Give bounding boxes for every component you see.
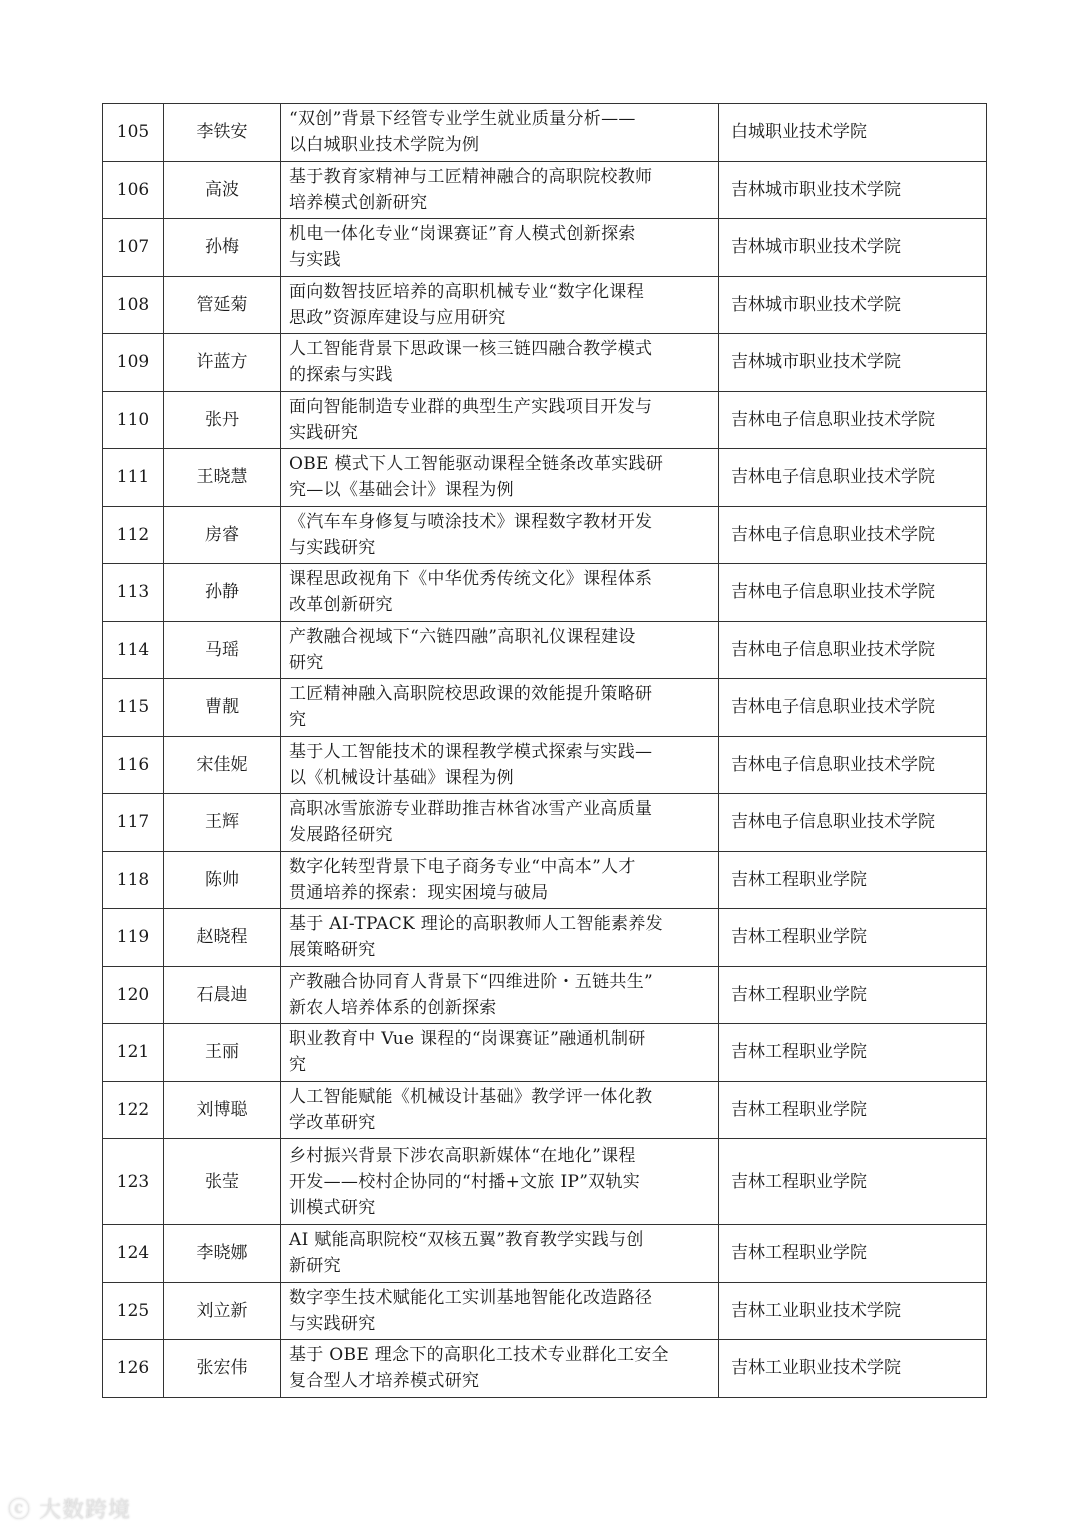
- project-title-line: 究—以《基础会计》课程为例: [289, 480, 514, 501]
- project-title-line: 开发——校村企协同的“村播+文旅 IP”双轨实: [289, 1171, 641, 1192]
- project-title-line: 基于教育家精神与工匠精神融合的高职院校教师: [289, 166, 653, 187]
- project-title: [281, 966, 719, 1024]
- project-title: [281, 1024, 719, 1082]
- row-number: 112: [103, 506, 164, 564]
- table-row: [103, 1340, 987, 1398]
- project-title-line: 复合型人才培养模式研究: [289, 1371, 480, 1392]
- project-title-line: 改革创新研究: [289, 595, 393, 616]
- table-row: [103, 909, 987, 967]
- project-title-line: 职业教育中 Vue 课程的“岗课赛证”融通机制研: [289, 1029, 646, 1050]
- institution-name: 吉林城市职业技术学院: [719, 161, 987, 219]
- project-title-line: 培养模式创新研究: [289, 192, 428, 213]
- project-title-line: 乡村振兴背景下涉农高职新媒体“在地化”课程: [289, 1145, 636, 1166]
- project-title: [281, 794, 719, 852]
- table-row: [103, 391, 987, 449]
- person-name: 王晓慧: [164, 449, 281, 507]
- row-number: 119: [103, 909, 164, 967]
- project-title: [281, 679, 719, 737]
- institution-name: 吉林电子信息职业技术学院: [719, 506, 987, 564]
- row-number: 120: [103, 966, 164, 1024]
- project-title-line: 与实践研究: [289, 537, 376, 558]
- project-title: [281, 276, 719, 334]
- person-name: 张宏伟: [164, 1340, 281, 1398]
- row-number: 116: [103, 736, 164, 794]
- table-row: [103, 564, 987, 622]
- person-name: 马瑶: [164, 621, 281, 679]
- table-row: [103, 966, 987, 1024]
- project-title: [281, 909, 719, 967]
- project-title-line: “双创”背景下经管专业学生就业质量分析——: [289, 109, 636, 130]
- table-row: [103, 276, 987, 334]
- table-row: [103, 506, 987, 564]
- table-row: [103, 679, 987, 737]
- project-title: [281, 851, 719, 909]
- person-name: 孙梅: [164, 219, 281, 277]
- institution-name: 吉林工业职业技术学院: [719, 1282, 987, 1340]
- person-name: 宋佳妮: [164, 736, 281, 794]
- row-number: 107: [103, 219, 164, 277]
- project-title: [281, 391, 719, 449]
- project-title: [281, 449, 719, 507]
- row-number: 117: [103, 794, 164, 852]
- project-title-line: 工匠精神融入高职院校思政课的效能提升策略研: [289, 684, 653, 705]
- table-row: [103, 334, 987, 392]
- project-list-table: [102, 103, 987, 1398]
- table-row: [103, 851, 987, 909]
- row-number: 113: [103, 564, 164, 622]
- institution-name: 吉林电子信息职业技术学院: [719, 391, 987, 449]
- project-title-line: 思政”资源库建设与应用研究: [289, 307, 506, 328]
- row-number: 118: [103, 851, 164, 909]
- table-row: [103, 1139, 987, 1225]
- person-name: 许蓝方: [164, 334, 281, 392]
- row-number: 110: [103, 391, 164, 449]
- project-title: [281, 161, 719, 219]
- row-number: 105: [103, 104, 164, 162]
- project-title: [281, 1139, 719, 1225]
- table-row: [103, 449, 987, 507]
- person-name: 赵晓程: [164, 909, 281, 967]
- watermark-text: 大数跨境: [39, 1498, 132, 1523]
- project-title-line: OBE 模式下人工智能驱动课程全链条改革实践研: [289, 454, 664, 475]
- project-title: [281, 1340, 719, 1398]
- institution-name: 吉林工程职业学院: [719, 1024, 987, 1082]
- table-row: [103, 104, 987, 162]
- project-title-line: 课程思政视角下《中华优秀传统文化》课程体系: [289, 569, 653, 590]
- project-title-line: 高职冰雪旅游专业群助推吉林省冰雪产业高质量: [289, 799, 653, 820]
- project-title: [281, 104, 719, 162]
- project-title: [281, 506, 719, 564]
- project-title: [281, 334, 719, 392]
- row-number: 111: [103, 449, 164, 507]
- project-title-line: 基于 AI-TPACK 理论的高职教师人工智能素养发: [289, 914, 663, 935]
- row-number: 108: [103, 276, 164, 334]
- project-title-line: 新研究: [289, 1256, 341, 1277]
- person-name: 曹靓: [164, 679, 281, 737]
- project-title-line: 《汽车车身修复与喷涂技术》课程数字教材开发: [289, 511, 653, 532]
- person-name: 王丽: [164, 1024, 281, 1082]
- institution-name: 吉林电子信息职业技术学院: [719, 679, 987, 737]
- institution-name: 吉林电子信息职业技术学院: [719, 449, 987, 507]
- institution-name: 吉林城市职业技术学院: [719, 219, 987, 277]
- project-title-line: 面向数智技匠培养的高职机械专业“数字化课程: [289, 281, 644, 302]
- institution-name: 吉林城市职业技术学院: [719, 334, 987, 392]
- project-title: [281, 736, 719, 794]
- person-name: 孙静: [164, 564, 281, 622]
- table-row: [103, 794, 987, 852]
- institution-name: 吉林工程职业学院: [719, 851, 987, 909]
- institution-name: 吉林电子信息职业技术学院: [719, 794, 987, 852]
- row-number: 122: [103, 1081, 164, 1139]
- person-name: 刘博聪: [164, 1081, 281, 1139]
- row-number: 121: [103, 1024, 164, 1082]
- project-title-line: 贯通培养的探索：现实困境与破局: [289, 882, 549, 903]
- project-title-line: 产教融合协同育人背景下“四维进阶・五链共生”: [289, 971, 653, 992]
- project-title-line: 发展路径研究: [289, 825, 393, 846]
- institution-name: 吉林工程职业学院: [719, 966, 987, 1024]
- person-name: 张丹: [164, 391, 281, 449]
- table-row: [103, 161, 987, 219]
- institution-name: 吉林工程职业学院: [719, 909, 987, 967]
- institution-name: 吉林工程职业学院: [719, 1225, 987, 1283]
- project-title-line: 训模式研究: [289, 1197, 376, 1218]
- row-number: 106: [103, 161, 164, 219]
- project-title-line: 与实践研究: [289, 1313, 376, 1334]
- person-name: 陈帅: [164, 851, 281, 909]
- project-title-line: 与实践: [289, 250, 341, 271]
- row-number: 126: [103, 1340, 164, 1398]
- person-name: 刘立新: [164, 1282, 281, 1340]
- project-title-line: 研究: [289, 652, 324, 673]
- project-title-line: 以《机械设计基础》课程为例: [289, 767, 514, 788]
- project-title-line: 学改革研究: [289, 1112, 376, 1133]
- project-title: [281, 1225, 719, 1283]
- project-title-line: 究: [289, 1055, 307, 1076]
- project-title-line: 人工智能赋能《机械设计基础》教学评一体化教: [289, 1086, 653, 1107]
- institution-name: 吉林电子信息职业技术学院: [719, 564, 987, 622]
- person-name: 李晓娜: [164, 1225, 281, 1283]
- row-number: 123: [103, 1139, 164, 1225]
- institution-name: 吉林电子信息职业技术学院: [719, 621, 987, 679]
- institution-name: 白城职业技术学院: [719, 104, 987, 162]
- institution-name: 吉林电子信息职业技术学院: [719, 736, 987, 794]
- project-title: [281, 1282, 719, 1340]
- project-title-line: AI 赋能高职院校“双核五翼”教育教学实践与创: [289, 1230, 644, 1251]
- project-title: [281, 564, 719, 622]
- person-name: 高波: [164, 161, 281, 219]
- project-title-line: 展策略研究: [289, 940, 376, 961]
- project-title-line: 基于 OBE 理念下的高职化工技术专业群化工安全: [289, 1345, 669, 1366]
- project-title-line: 人工智能背景下思政课一核三链四融合教学模式: [289, 339, 653, 360]
- table-row: [103, 1282, 987, 1340]
- institution-name: 吉林工程职业学院: [719, 1139, 987, 1225]
- person-name: 管延菊: [164, 276, 281, 334]
- project-title-line: 数字化转型背景下电子商务专业“中高本”人才: [289, 856, 636, 877]
- project-title-line: 机电一体化专业“岗课赛证”育人模式创新探索: [289, 224, 636, 245]
- project-title-line: 面向智能制造专业群的典型生产实践项目开发与: [289, 396, 653, 417]
- project-title-line: 产教融合视域下“六链四融”高职礼仪课程建设: [289, 626, 636, 647]
- row-number: 114: [103, 621, 164, 679]
- person-name: 王辉: [164, 794, 281, 852]
- person-name: 房睿: [164, 506, 281, 564]
- row-number: 109: [103, 334, 164, 392]
- row-number: 124: [103, 1225, 164, 1283]
- person-name: 石晨迪: [164, 966, 281, 1024]
- project-title-line: 实践研究: [289, 422, 359, 443]
- row-number: 115: [103, 679, 164, 737]
- table-body: [103, 104, 987, 1398]
- institution-name: 吉林工程职业学院: [719, 1081, 987, 1139]
- table-row: [103, 736, 987, 794]
- person-name: 李铁安: [164, 104, 281, 162]
- project-title-line: 的探索与实践: [289, 365, 393, 386]
- project-title-line: 基于人工智能技术的课程教学模式探索与实践—: [289, 741, 653, 762]
- institution-name: 吉林城市职业技术学院: [719, 276, 987, 334]
- project-title: [281, 1081, 719, 1139]
- row-number: 125: [103, 1282, 164, 1340]
- project-title: [281, 219, 719, 277]
- table-row: [103, 1024, 987, 1082]
- table-row: [103, 621, 987, 679]
- project-title-line: 新农人培养体系的创新探索: [289, 997, 497, 1018]
- project-title: [281, 621, 719, 679]
- project-title-line: 数字孪生技术赋能化工实训基地智能化改造路径: [289, 1287, 653, 1308]
- table-row: [103, 219, 987, 277]
- institution-name: 吉林工业职业技术学院: [719, 1340, 987, 1398]
- watermark-logo: ⓒ 大数跨境: [8, 1498, 132, 1523]
- table-row: [103, 1225, 987, 1283]
- table-row: [103, 1081, 987, 1139]
- person-name: 张莹: [164, 1139, 281, 1225]
- project-title-line: 究: [289, 710, 307, 731]
- project-title-line: 以白城职业技术学院为例: [289, 135, 480, 156]
